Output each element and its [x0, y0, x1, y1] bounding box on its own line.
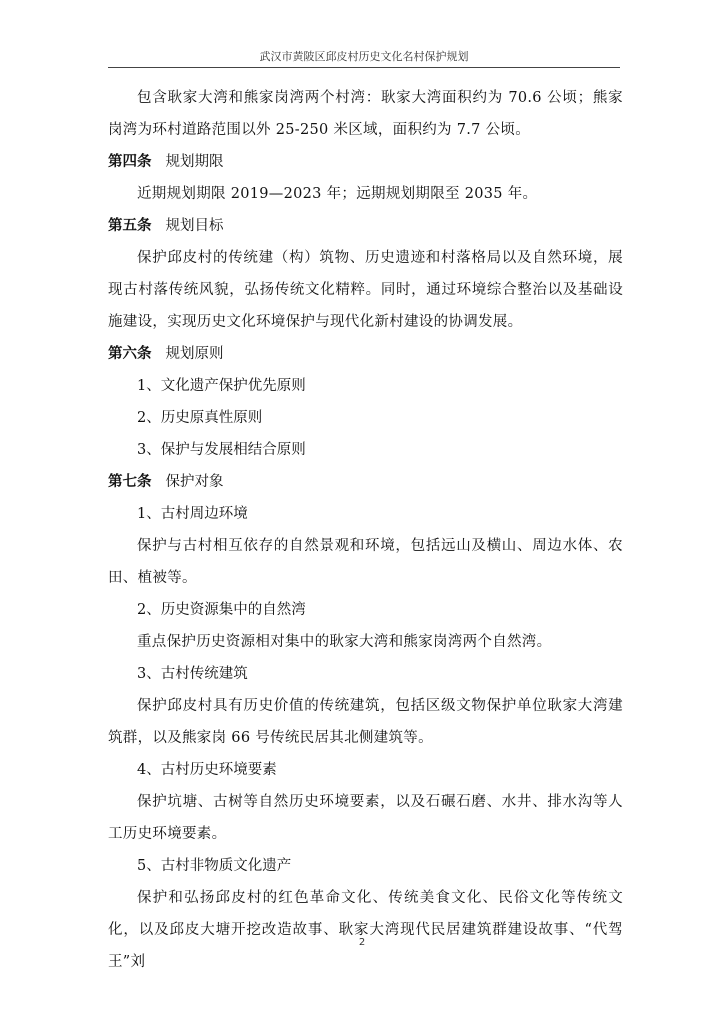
subsection-paragraph: 保护邱皮村具有历史价值的传统建筑，包括区级文物保护单位耿家大湾建筑群，以及熊家岗 66 号传统民居其北侧建筑等。: [108, 698, 623, 746]
principle-item: 2、历史原真性原则: [137, 410, 263, 426]
subsection-paragraph: 保护和弘扬邱皮村的红色革命文化、传统美食文化、民俗文化等传统文化，以及邱皮大塘开挖改造故事、耿家大湾现代民居建筑群建设故事、“代驾王”刘: [108, 890, 623, 970]
principle-item: 1、文化遗产保护优先原则: [137, 378, 306, 394]
article-number: 第五条: [108, 218, 152, 234]
article-title: 规划原则: [165, 346, 224, 362]
subsection-heading: 3、古村传统建筑: [137, 666, 248, 682]
article-title: 规划期限: [165, 154, 224, 170]
subsection-heading: 5、古村非物质文化遗产: [137, 858, 292, 874]
subsection-heading: 1、古村周边环境: [137, 506, 248, 522]
paragraph-period: 近期规划期限 2019—2023 年；远期规划期限至 2035 年。: [137, 186, 538, 202]
article-4-heading: [108, 146, 623, 178]
header-rule: [108, 67, 620, 68]
document-body: [108, 82, 623, 978]
article-number: 第七条: [108, 474, 152, 490]
subsection-paragraph: 保护坑塘、古树等自然历史环境要素，以及石碾石磨、水井、排水沟等人工历史环境要素。: [108, 794, 623, 842]
principle-item: 3、保护与发展相结合原则: [137, 442, 306, 458]
page-number: 2: [358, 937, 366, 948]
article-7-heading: [108, 466, 623, 498]
article-number: 第六条: [108, 346, 152, 362]
subsection-paragraph: 保护与古村相互依存的自然景观和环境，包括远山及横山、周边水体、农田、植被等。: [108, 538, 623, 586]
subsection-heading: 2、历史资源集中的自然湾: [137, 602, 306, 618]
paragraph-goals: 保护邱皮村的传统建（构）筑物、历史遗迹和村落格局以及自然环境，展现古村落传统风貌，弘扬传统文化精粹。同时，通过环境综合整治以及基础设施建设，实现历史文化环境保护与现代化新村建设的协调发展。: [108, 250, 623, 330]
article-title: 规划目标: [165, 218, 224, 234]
subsection-paragraph: 重点保护历史资源相对集中的耿家大湾和熊家岗湾两个自然湾。: [137, 634, 552, 650]
article-5-heading: [108, 210, 623, 242]
running-header: 武汉市黄陂区邱皮村历史文化名村保护规划: [259, 50, 469, 63]
article-6-heading: [108, 338, 623, 370]
article-number: 第四条: [108, 154, 152, 170]
subsection-heading: 4、古村历史环境要素: [137, 762, 277, 778]
paragraph-scope: 包含耿家大湾和熊家岗湾两个村湾：耿家大湾面积约为 70.6 公顷；熊家岗湾为环村道路范围以外 25-250 米区域，面积约为 7.7 公顷。: [108, 90, 623, 138]
article-title: 保护对象: [165, 474, 224, 490]
